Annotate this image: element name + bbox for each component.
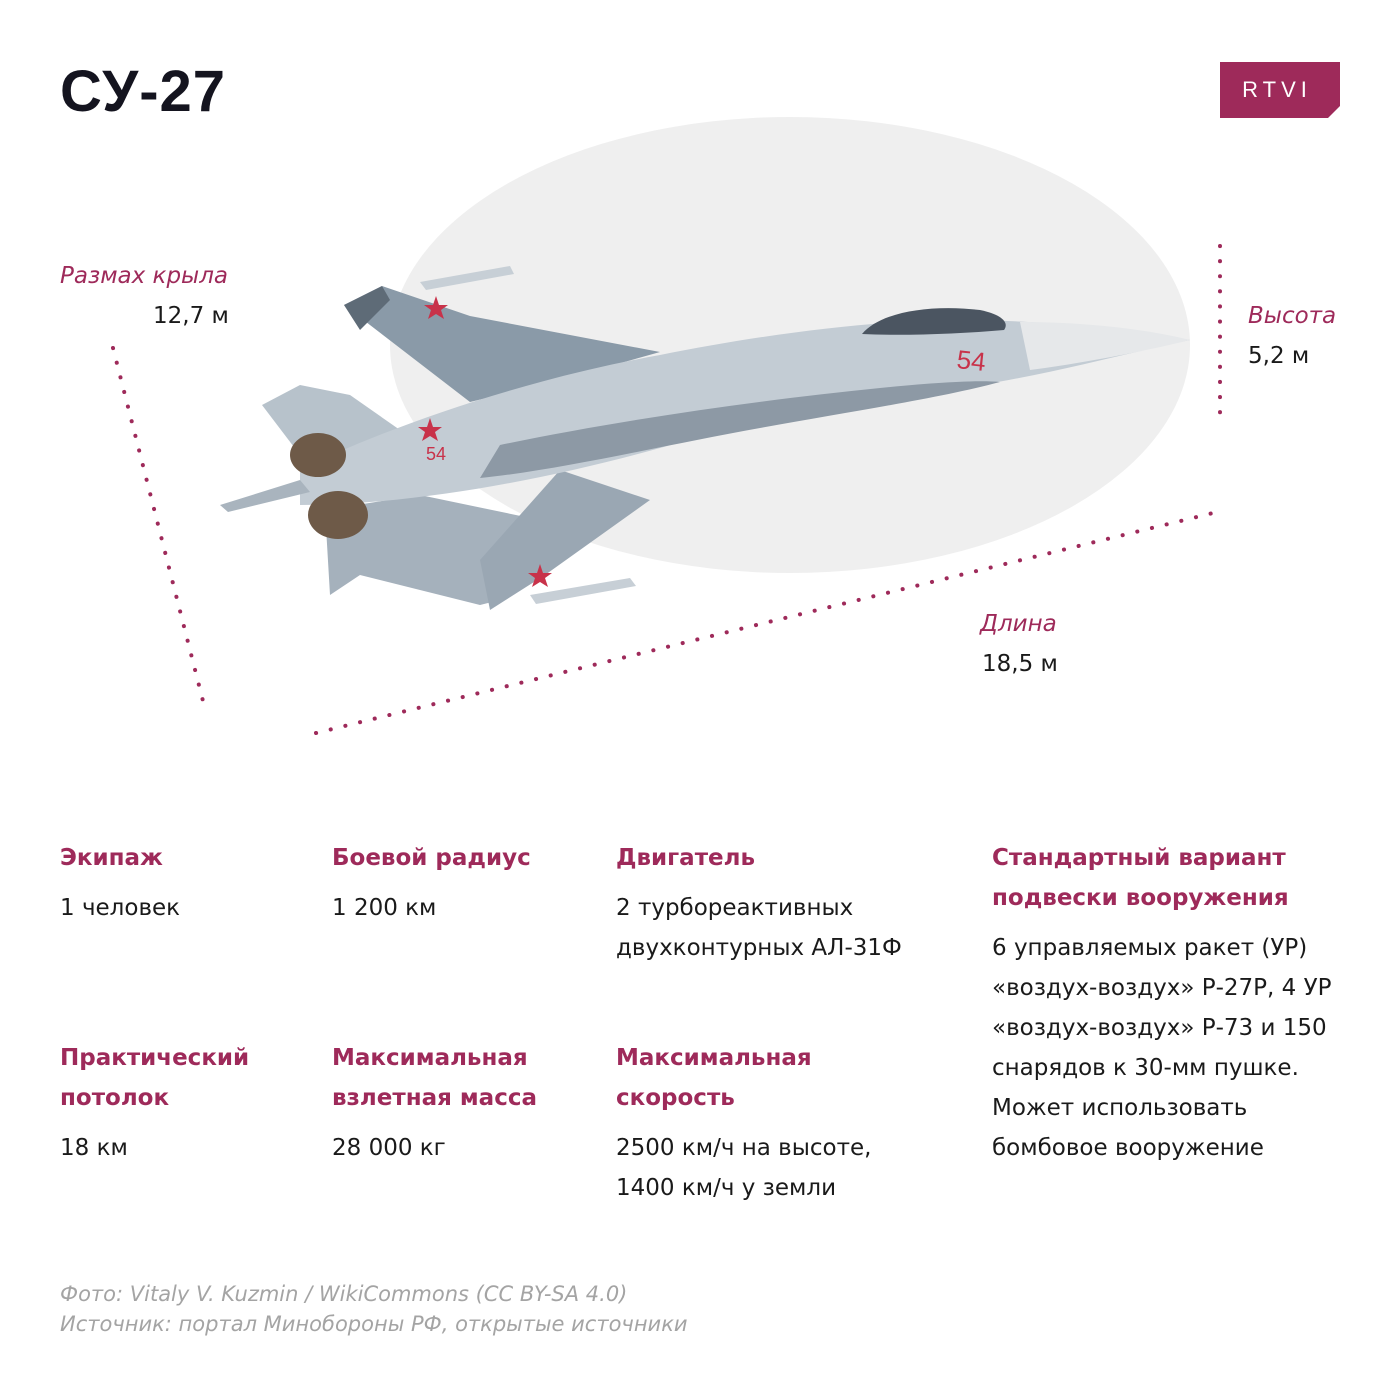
spec-combat-radius-label: Боевой радиус <box>332 845 531 871</box>
wingspan-dotted-line <box>113 348 204 705</box>
spec-max-speed-value: 2500 км/ч на высоте, 1400 км/ч у земли <box>616 1135 872 1201</box>
spec-combat-radius-value: 1 200 км <box>332 895 437 921</box>
length-value: 18,5 м <box>982 651 1058 677</box>
spec-crew-label: Экипаж <box>60 845 163 871</box>
tail-number: 54 <box>426 444 447 464</box>
spec-engine-label: Двигатель <box>616 845 756 871</box>
wingspan-label: Размах крыла <box>60 263 229 289</box>
spec-ceiling-value: 18 км <box>60 1135 128 1161</box>
photo-credit: Фото: Vitaly V. Kuzmin / WikiCommons (CC BY-SA 4.0) <box>60 1282 628 1306</box>
spec-engine-value: 2 турбореактивных двухконтурных АЛ-31Ф <box>616 895 902 961</box>
spec-takeoff-mass-value: 28 000 кг <box>332 1135 446 1161</box>
spec-takeoff-mass-label: Максимальная взлетная масса <box>332 1045 537 1111</box>
engine-nozzle-upper <box>290 433 346 477</box>
engine-nozzle-lower <box>308 491 368 539</box>
spec-ceiling-label: Практический потолок <box>60 1045 250 1111</box>
length-label: Длина <box>980 611 1057 637</box>
spec-crew-value: 1 человек <box>60 895 181 921</box>
spec-armament-label: Стандартный вариант подвески вооружения <box>992 845 1289 911</box>
height-label: Высота <box>1248 303 1337 329</box>
height-value: 5,2 м <box>1248 343 1310 369</box>
page-title: СУ-27 <box>60 59 227 124</box>
nose-number: 54 <box>955 344 988 377</box>
spec-max-speed-label: Максимальная скорость <box>616 1045 812 1111</box>
logo-text: RTVI <box>1242 77 1312 102</box>
source-credit: Источник: портал Минобороны РФ, открытые источники <box>60 1312 688 1336</box>
wingspan-value: 12,7 м <box>153 303 229 329</box>
spec-armament-value: 6 управляемых ракет (УР) «воздух-воздух» Р-27Р, 4 УР «воздух-воздух» Р-73 и 150 снарядов к 30-мм пушке. Может использовать бомбовое вооружение <box>992 935 1332 1161</box>
